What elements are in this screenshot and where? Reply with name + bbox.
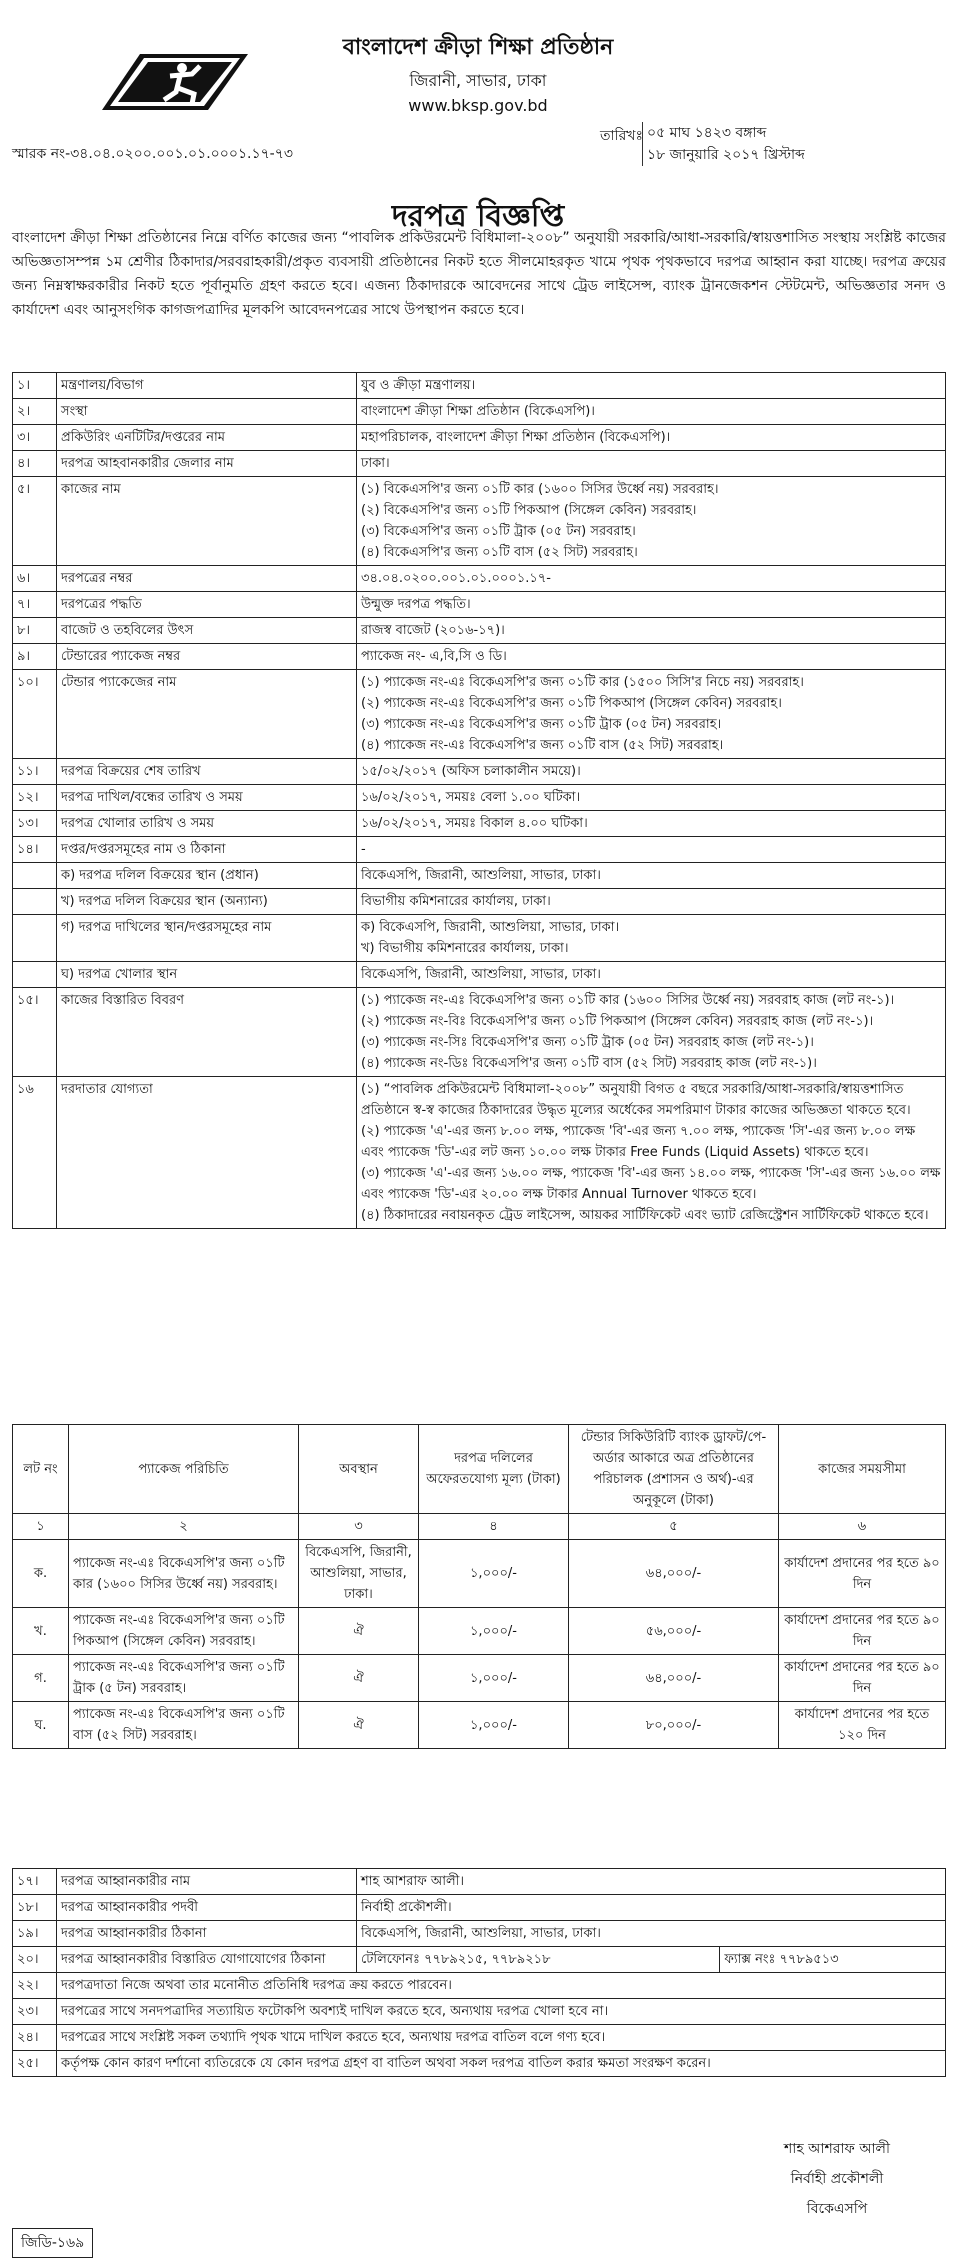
lot-number: খ. bbox=[13, 1608, 69, 1655]
date-bangla: ০৫ মাঘ ১৪২৩ বঙ্গাব্দ bbox=[647, 125, 767, 141]
list-item: (৩) বিকেএসপি'র জন্য ০১টি ট্রাক (০৫ টন) সরবরাহ। bbox=[361, 524, 636, 539]
intro-paragraph: বাংলাদেশ ক্রীড়া শিক্ষা প্রতিষ্ঠানের নিম্নে বর্ণিত কাজের জন্য “পাবলিক প্রকিউরমেন্ট বিধিমালা-২০০৮” অনুযায়ী সরকারি/আধা-সরকারি/স্বায়ত্তশাসিত সংস্থায় সংশ্লিষ্ট কাজের অভিজ্ঞতাসম্পন্ন ১ম শ্রেণীর ঠিকাদার/সরবরাহকারী/প্রকৃত ব্যবসায়ী প্রতিষ্ঠানের নিকট হতে সীলমোহরকৃত খামে পৃথক পৃথকভাবে দরপত্র আহ্বান করা যাচ্ছে। দরপত্র ক্রয়ের জন্য নিম্নস্বাক্ষরকারীর নিকট হতে পূর্বানুমতি গ্রহণ করতে হবে। এজন্য ঠিকাদারকে আবেদনের সাথে ট্রেড লাইসেন্স, ব্যাংক ট্রানজেকশন স্টেটমেন্ট, অভিজ্ঞতার সনদ ও কার্যাদেশ এবং আনুসংগিক কাগজপত্রাদির মূলকপি আবেদনপত্রের সাথে উপস্থাপন করতে হবে। bbox=[12, 230, 946, 318]
tender-security: ৫৬,০০০/- bbox=[569, 1608, 779, 1655]
row-number: ১৯। bbox=[13, 1921, 57, 1947]
row-value: ১৬/০২/২০১৭, সময়ঃ বেলা ১.০০ ঘটিকা। bbox=[357, 785, 946, 811]
row-number: ১৮। bbox=[13, 1895, 57, 1921]
list-item: (১) প্যাকেজ নং-এঃ বিকেএসপি'র জন্য ০১টি কার (১৬০০ সিসির উর্ধ্বে নয়) সরবরাহ কাজ (লট নং-১)। bbox=[361, 993, 895, 1008]
contact-table bbox=[12, 1868, 946, 2077]
row-value: রাজস্ব বাজেট (২০১৬-১৭)। bbox=[357, 618, 946, 644]
row-number: ২৪। bbox=[13, 2025, 57, 2051]
lot-number: ঘ. bbox=[13, 1702, 69, 1749]
row-value: বিকেএসপি, জিরানী, আশুলিয়া, সাভার, ঢাকা। bbox=[357, 962, 946, 988]
table-row bbox=[13, 1608, 946, 1655]
list-item: (৪) বিকেএসপি'র জন্য ০১টি বাস (৫২ সিট) সরবরাহ। bbox=[361, 545, 638, 560]
document-price: ১,০০০/- bbox=[419, 1655, 569, 1702]
row-value bbox=[357, 670, 946, 759]
document-price: ১,০০০/- bbox=[419, 1702, 569, 1749]
work-duration: কার্যাদেশ প্রদানের পর হতে ৯০ দিন bbox=[779, 1540, 946, 1608]
row-number: ১১। bbox=[13, 759, 57, 785]
row-label: দরপত্র খোলার তারিখ ও সময় bbox=[57, 811, 357, 837]
column-header: লট নং bbox=[13, 1425, 69, 1514]
work-duration: কার্যাদেশ প্রদানের পর হতে ১২০ দিন bbox=[779, 1702, 946, 1749]
row-value: নির্বাহী প্রকৌশলী। bbox=[357, 1895, 946, 1921]
table-row bbox=[13, 811, 946, 837]
package-desc: প্যাকেজ নং-এঃ বিকেএসপি'র জন্য ০১টি কার (১৬০০ সিসির উর্ধ্বে নয়) সরবরাহ। bbox=[69, 1540, 299, 1608]
row-value: মহাপরিচালক, বাংলাদেশ ক্রীড়া শিক্ষা প্রতিষ্ঠান (বিকেএসপি)। bbox=[357, 425, 946, 451]
signatory-org: বিকেএসপি bbox=[806, 2201, 868, 2217]
page-title: দরপত্র বিজ্ঞপ্তি bbox=[391, 199, 565, 234]
row-number: ৯। bbox=[13, 644, 57, 670]
table-row bbox=[13, 863, 946, 889]
list-item: (২) বিকেএসপি'র জন্য ০১টি পিকআপ (সিঙ্গেল কেবিন) সরবরাহ। bbox=[361, 503, 697, 518]
row-value bbox=[357, 988, 946, 1077]
column-number: ১ bbox=[13, 1514, 69, 1540]
row-number: ২৩। bbox=[13, 1999, 57, 2025]
row-label: দরপত্রের নম্বর bbox=[57, 566, 357, 592]
list-item: (২) প্যাকেজ নং-বিঃ বিকেএসপি'র জন্য ০১টি পিকআপ (সিঙ্গেল কেবিন) সরবরাহ কাজ (লট নং-১)। bbox=[361, 1014, 874, 1029]
table-row bbox=[13, 644, 946, 670]
column-header: প্যাকেজ পরিচিতি bbox=[69, 1425, 299, 1514]
row-label: বাজেট ও তহবিলের উৎস bbox=[57, 618, 357, 644]
row-number: ৩। bbox=[13, 425, 57, 451]
table-row bbox=[13, 477, 946, 566]
row-number: ২২। bbox=[13, 1973, 57, 1999]
list-item: (৪) ঠিকাদারের নবায়নকৃত ট্রেড লাইসেন্স, আয়কর সার্টিফিকেট এবং ভ্যাট রেজিস্ট্রেশন সার্টিফিকেট থাকতে হবে। bbox=[361, 1208, 929, 1223]
row-label: দরপত্র আহবানকারীর জেলার নাম bbox=[57, 451, 357, 477]
list-item: (১) বিকেএসপি'র জন্য ০১টি কার (১৬০০ সিসির উর্ধ্বে নয়) সরবরাহ। bbox=[361, 482, 719, 497]
table-row bbox=[13, 785, 946, 811]
row-label: দরপত্র আহ্বানকারীর ঠিকানা bbox=[57, 1921, 357, 1947]
package-desc: প্যাকেজ নং-এঃ বিকেএসপি'র জন্য ০১টি ট্রাক (৫ টন) সরবরাহ। bbox=[69, 1655, 299, 1702]
row-value: ঢাকা। bbox=[357, 451, 946, 477]
lot-number: ক. bbox=[13, 1540, 69, 1608]
column-number: ৬ bbox=[779, 1514, 946, 1540]
row-label: মন্ত্রণালয়/বিভাগ bbox=[57, 373, 357, 399]
note-text: দরপত্রের সাথে সনদপত্রাদির সত্যায়িত ফটোকপি অবশ্যই দাখিল করতে হবে, অন্যথায় দরপত্র খোলা হবে না। bbox=[57, 1999, 946, 2025]
row-label: দরপত্র দাখিল/বন্ধের তারিখ ও সময় bbox=[57, 785, 357, 811]
row-label: প্রকিউরিং এনটিটির/দপ্তরের নাম bbox=[57, 425, 357, 451]
row-label: সংস্থা bbox=[57, 399, 357, 425]
row-label: দরদাতার যোগ্যতা bbox=[57, 1077, 357, 1229]
table-row bbox=[13, 1947, 946, 1973]
row-value: বিকেএসপি, জিরানী, আশুলিয়া, সাভার, ঢাকা। bbox=[357, 1921, 946, 1947]
package-desc: প্যাকেজ নং-এঃ বিকেএসপি'র জন্য ০১টি বাস (৫২ সিট) সরবরাহ। bbox=[69, 1702, 299, 1749]
work-duration: কার্যাদেশ প্রদানের পর হতে ৯০ দিন bbox=[779, 1655, 946, 1702]
package-location: ঐ bbox=[299, 1702, 419, 1749]
row-value: বিভাগীয় কমিশনারের কার্যালয়, ঢাকা। bbox=[357, 889, 946, 915]
row-value bbox=[357, 1077, 946, 1229]
table-row bbox=[13, 399, 946, 425]
row-label: দরপত্র বিক্রয়ের শেষ তারিখ bbox=[57, 759, 357, 785]
note-text: দরপত্রের সাথে সংশ্লিষ্ট সকল তথ্যাদি পৃথক খামে দাখিল করতে হবে, অন্যথায় দরপত্র বাতিল বলে গণ্য হবে। bbox=[57, 2025, 946, 2051]
column-number: ৪ bbox=[419, 1514, 569, 1540]
note-text: কর্তৃপক্ষ কোন কারণ দর্শানো ব্যতিরেকে যে কোন দরপত্র গ্রহণ বা বাতিল অথবা সকল দরপত্র বাতিল করার ক্ষমতা সংরক্ষণ করেন। bbox=[57, 2051, 946, 2077]
package-desc: প্যাকেজ নং-এঃ বিকেএসপি'র জন্য ০১টি পিকআপ (সিঙ্গেল কেবিন) সরবরাহ। bbox=[69, 1608, 299, 1655]
table-row bbox=[13, 566, 946, 592]
row-number: ৪। bbox=[13, 451, 57, 477]
table-row bbox=[13, 670, 946, 759]
table-row bbox=[13, 1702, 946, 1749]
row-number: ১৭। bbox=[13, 1869, 57, 1895]
date-label: তারিখঃ bbox=[600, 128, 643, 144]
tender-security: ৮০,০০০/- bbox=[569, 1702, 779, 1749]
row-number: ৭। bbox=[13, 592, 57, 618]
list-item: ক) বিকেএসপি, জিরানী, আশুলিয়া, সাভার, ঢাকা। bbox=[361, 920, 620, 935]
tender-security: ৬৪,০০০/- bbox=[569, 1655, 779, 1702]
column-number: ২ bbox=[69, 1514, 299, 1540]
work-duration: কার্যাদেশ প্রদানের পর হতে ৯০ দিন bbox=[779, 1608, 946, 1655]
column-number-row bbox=[13, 1514, 946, 1540]
list-item: খ) বিভাগীয় কমিশনারের কার্যালয়, ঢাকা। bbox=[361, 941, 569, 956]
table-row bbox=[13, 889, 946, 915]
table-row bbox=[13, 1973, 946, 1999]
table-row bbox=[13, 988, 946, 1077]
row-number: ২। bbox=[13, 399, 57, 425]
package-location: ঐ bbox=[299, 1655, 419, 1702]
gd-reference: জিডি-১৬৯ bbox=[12, 2228, 93, 2258]
row-label: ঘ) দরপত্র খোলার স্থান bbox=[57, 962, 357, 988]
column-header: টেন্ডার সিকিউরিটি ব্যাংক ড্রাফট/পে-অর্ডার আকারে অত্র প্রতিষ্ঠানের পরিচালক (প্রশাসন ও অর্থ)-এর অনুকূলে (টাকা) bbox=[569, 1425, 779, 1514]
signatory-designation: নির্বাহী প্রকৌশলী bbox=[790, 2171, 884, 2187]
note-text: দরপত্রদাতা নিজে অথবা তার মনোনীত প্রতিনিধি দরপত্র ক্রয় করতে পারবেন। bbox=[57, 1973, 946, 1999]
date-english: ১৮ জানুয়ারি ২০১৭ খ্রিস্টাব্দ bbox=[647, 147, 805, 163]
row-value bbox=[357, 915, 946, 962]
table-row bbox=[13, 915, 946, 962]
document-price: ১,০০০/- bbox=[419, 1608, 569, 1655]
row-label: দপ্তর/দপ্তরসমূহের নাম ও ঠিকানা bbox=[57, 837, 357, 863]
lot-number: গ. bbox=[13, 1655, 69, 1702]
row-label: ক) দরপত্র দলিল বিক্রয়ের স্থান (প্রধান) bbox=[57, 863, 357, 889]
row-label: দরপত্রের পদ্ধতি bbox=[57, 592, 357, 618]
row-label: দরপত্র আহ্বানকারীর বিস্তারিত যোগাযোগের ঠিকানা bbox=[57, 1947, 357, 1973]
row-value: বাংলাদেশ ক্রীড়া শিক্ষা প্রতিষ্ঠান (বিকেএসপি)। bbox=[357, 399, 946, 425]
fax-number: ফ্যাক্স নংঃ ৭৭৮৯৫১৩ bbox=[720, 1947, 946, 1973]
row-number: ১৩। bbox=[13, 811, 57, 837]
memo-number: স্মারক নং-৩৪.০৪.০২০০.০০১.০১.০০০১.১৭-৭৩ bbox=[12, 146, 293, 162]
row-value: উন্মুক্ত দরপত্র পদ্ধতি। bbox=[357, 592, 946, 618]
package-location: বিকেএসপি, জিরানী, আশুলিয়া, সাভার, ঢাকা। bbox=[299, 1540, 419, 1608]
list-item: (১) প্যাকেজ নং-এঃ বিকেএসপি'র জন্য ০১টি কার (১৫০০ সিসি'র নিচে নয়) সরবরাহ। bbox=[361, 675, 804, 690]
row-number: ১৫। bbox=[13, 988, 57, 1077]
row-value: ৩৪.০৪.০২০০.০০১.০১.০০০১.১৭- bbox=[357, 566, 946, 592]
row-value: বিকেএসপি, জিরানী, আশুলিয়া, সাভার, ঢাকা। bbox=[357, 863, 946, 889]
column-number: ৩ bbox=[299, 1514, 419, 1540]
list-item: (৪) প্যাকেজ নং-এঃ বিকেএসপি'র জন্য ০১টি বাস (৫২ সিট) সরবরাহ। bbox=[361, 738, 724, 753]
list-item: (৩) প্যাকেজ নং-এঃ বিকেএসপি'র জন্য ০১টি ট্রাক (০৫ টন) সরবরাহ। bbox=[361, 717, 722, 732]
row-value bbox=[357, 477, 946, 566]
list-item: (৩) প্যাকেজ নং-সিঃ বিকেএসপি'র জন্য ০১টি ট্রাক (০৫ টন) সরবরাহ কাজ (লট নং-১)। bbox=[361, 1035, 814, 1050]
signature-block bbox=[784, 2134, 890, 2224]
row-value: ১৬/০২/২০১৭, সময়ঃ বিকাল ৪.০০ ঘটিকা। bbox=[357, 811, 946, 837]
org-website: www.bksp.gov.bd bbox=[408, 96, 548, 115]
table-row bbox=[13, 1869, 946, 1895]
row-label: টেন্ডারের প্যাকেজ নম্বর bbox=[57, 644, 357, 670]
table-row bbox=[13, 759, 946, 785]
row-number: ৫। bbox=[13, 477, 57, 566]
table-row bbox=[13, 2025, 946, 2051]
table-row bbox=[13, 618, 946, 644]
row-number: ১৪। bbox=[13, 837, 57, 863]
list-item: (৩) প্যাকেজ 'এ'-এর জন্য ১৬.০০ লক্ষ, প্যাকেজ 'বি'-এর জন্য ১৪.০০ লক্ষ, প্যাকেজ 'সি'-এর জন্য ১৬.০০ লক্ষ এবং প্যাকেজ 'ডি'-এর ২০.০০ লক্ষ টাকার Annual Turnover থাকতে হবে। bbox=[361, 1166, 941, 1202]
list-item: (২) প্যাকেজ 'এ'-এর জন্য ৮.০০ লক্ষ, প্যাকেজ 'বি'-এর জন্য ৭.০০ লক্ষ, প্যাকেজ 'সি'-এর জন্য ৮.০০ লক্ষ এবং প্যাকেজ 'ডি'-এর লট জন্য ১০.০০ লক্ষ টাকার Free Funds (Liquid Assets) থাকতে হবে। bbox=[361, 1124, 916, 1160]
row-label: কাজের বিস্তারিত বিবরণ bbox=[57, 988, 357, 1077]
row-number: ৬। bbox=[13, 566, 57, 592]
table-header-row bbox=[13, 1425, 946, 1514]
row-label: দরপত্র আহ্বানকারীর নাম bbox=[57, 1869, 357, 1895]
document-price: ১,০০০/- bbox=[419, 1540, 569, 1608]
date-block bbox=[642, 122, 805, 166]
row-number: ১০। bbox=[13, 670, 57, 759]
row-label: দরপত্র আহ্বানকারীর পদবী bbox=[57, 1895, 357, 1921]
column-header: দরপত্র দলিলের অফেরতযোগ্য মূল্য (টাকা) bbox=[419, 1425, 569, 1514]
table-row bbox=[13, 451, 946, 477]
table-row bbox=[13, 1895, 946, 1921]
tender-details-table bbox=[12, 372, 946, 1229]
org-address: জিরানী, সাভার, ঢাকা bbox=[409, 71, 547, 90]
table-row bbox=[13, 1921, 946, 1947]
table-row bbox=[13, 425, 946, 451]
table-row bbox=[13, 1999, 946, 2025]
row-value: যুব ও ক্রীড়া মন্ত্রণালয়। bbox=[357, 373, 946, 399]
org-name: বাংলাদেশ ক্রীড়া শিক্ষা প্রতিষ্ঠান bbox=[342, 35, 614, 60]
table-row bbox=[13, 962, 946, 988]
row-value: ১৫/০২/২০১৭ (অফিস চলাকালীন সময়ে)। bbox=[357, 759, 946, 785]
row-label: টেন্ডার প্যাকেজের নাম bbox=[57, 670, 357, 759]
row-number: ১২। bbox=[13, 785, 57, 811]
package-table bbox=[12, 1424, 946, 1749]
row-number: ১৬ bbox=[13, 1077, 57, 1229]
column-number: ৫ bbox=[569, 1514, 779, 1540]
list-item: (১) “পাবলিক প্রকিউরমেন্ট বিধিমালা-২০০৮” অনুযায়ী বিগত ৫ বছরে সরকারি/আধা-সরকারি/স্বায়ত্তশাসিত প্রতিষ্ঠানে স্ব-স্ব কাজের ঠিকাদারের উদ্ধৃত মূল্যের অর্ধেকের সমপরিমাণ টাকার কাজের অভিজ্ঞতা থাকতে হবে। bbox=[361, 1082, 911, 1118]
tender-security: ৬৪,০০০/- bbox=[569, 1540, 779, 1608]
row-value: শাহ আশরাফ আলী। bbox=[357, 1869, 946, 1895]
row-label: কাজের নাম bbox=[57, 477, 357, 566]
column-header: অবস্থান bbox=[299, 1425, 419, 1514]
list-item: (২) প্যাকেজ নং-এঃ বিকেএসপি'র জন্য ০১টি পিকআপ (সিঙ্গেল কেবিন) সরবরাহ। bbox=[361, 696, 782, 711]
column-header: কাজের সময়সীমা bbox=[779, 1425, 946, 1514]
table-row bbox=[13, 1540, 946, 1608]
row-label: খ) দরপত্র দলিল বিক্রয়ের স্থান (অন্যান্য) bbox=[57, 889, 357, 915]
package-location: ঐ bbox=[299, 1608, 419, 1655]
phone-number: টেলিফোনঃ ৭৭৮৯২১৫, ৭৭৮৯২১৮ bbox=[357, 1947, 720, 1973]
row-number: ৮। bbox=[13, 618, 57, 644]
row-label: গ) দরপত্র দাখিলের স্থান/দপ্তরসমূহের নাম bbox=[57, 915, 357, 962]
table-row bbox=[13, 373, 946, 399]
signatory-name: শাহ আশরাফ আলী bbox=[784, 2141, 890, 2157]
row-number: ১। bbox=[13, 373, 57, 399]
table-row bbox=[13, 592, 946, 618]
table-row bbox=[13, 837, 946, 863]
table-row bbox=[13, 1077, 946, 1229]
list-item: (৪) প্যাকেজ নং-ডিঃ বিকেএসপি'র জন্য ০১টি বাস (৫২ সিট) সরবরাহ কাজ (লট নং-১)। bbox=[361, 1056, 817, 1071]
row-value: প্যাকেজ নং- এ,বি,সি ও ডি। bbox=[357, 644, 946, 670]
row-number: ২০। bbox=[13, 1947, 57, 1973]
letterhead bbox=[0, 0, 956, 163]
table-row bbox=[13, 2051, 946, 2077]
row-value: - bbox=[357, 837, 946, 863]
row-number: ২৫। bbox=[13, 2051, 57, 2077]
table-row bbox=[13, 1655, 946, 1702]
